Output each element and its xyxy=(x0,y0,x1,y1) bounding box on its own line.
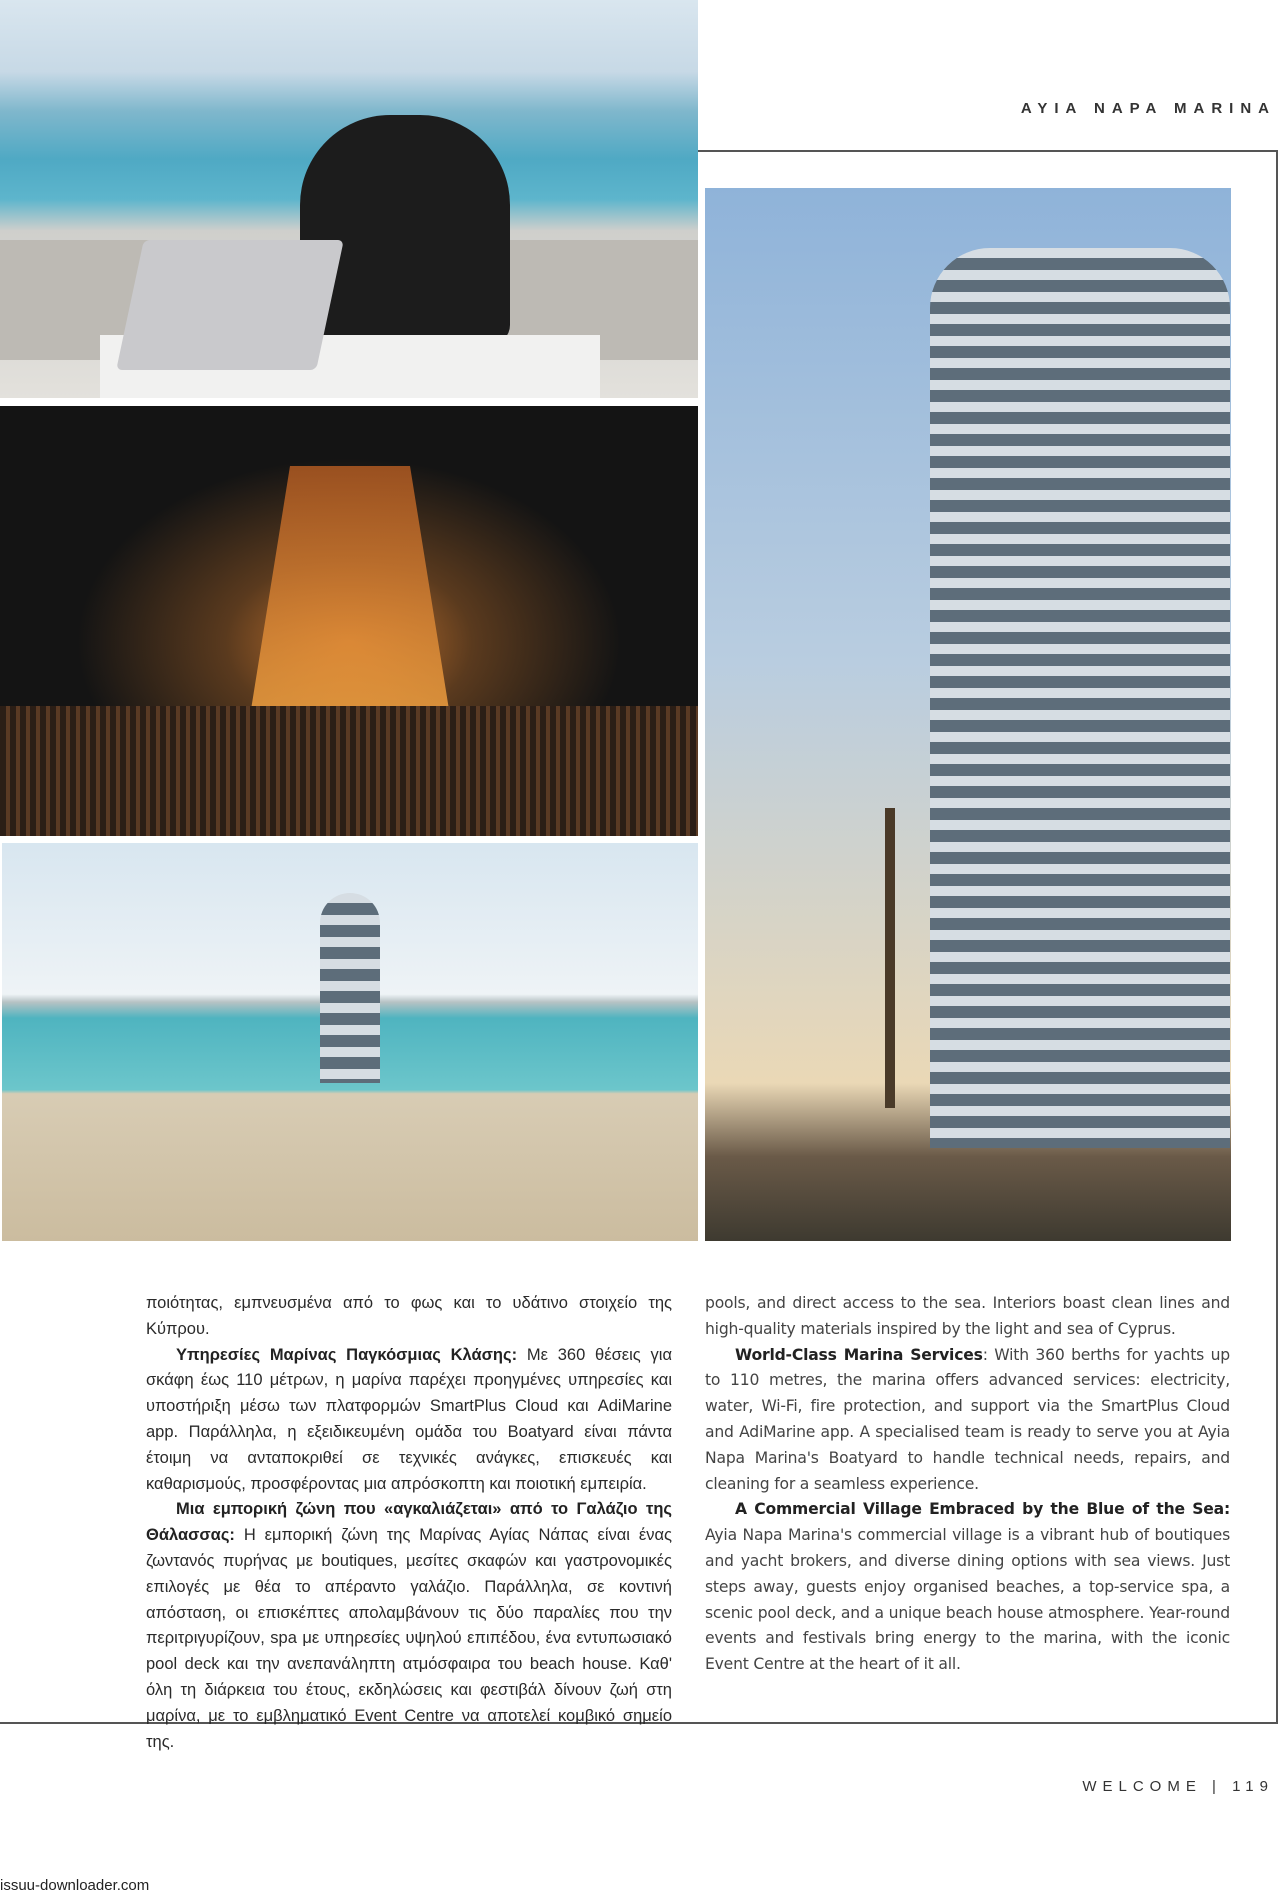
beach-photo xyxy=(2,843,698,1241)
english-subheading-commercial: A Commercial Village Embraced by the Blue of the Sea: xyxy=(735,1500,1230,1519)
palm-tree xyxy=(885,808,895,1108)
english-paragraph-3 xyxy=(705,1497,1230,1678)
tower-distant xyxy=(320,893,380,1083)
footer-section: WELCOME xyxy=(1082,1778,1202,1795)
greek-body-services: Με 360 θέσεις για σκάφη έως 110 μέτρων, η μαρίνα παρέχει προηγμένες υπηρεσίες και υποστήριξη μέσω των πλατφορμών SmartPlus Cloud και AdiMarine app. Παράλληλα, η εξειδικευμένη ομάδα του Boatyard είναι πάντα έτοιμη να ανταποκριθεί σε τεχνικές ανάγκες, επισκευές και καθαρισμούς, προσφέροντας μια απρόσκοπτη και ποιοτική εμπειρία. xyxy=(146,1345,672,1493)
greek-subheading-services: Υπηρεσίες Μαρίνας Παγκόσμιας Κλάσης: xyxy=(176,1345,518,1364)
tower-photo xyxy=(705,188,1231,1241)
crowd xyxy=(0,706,698,836)
woman-figure xyxy=(300,115,510,345)
frame-border-top xyxy=(698,150,1278,152)
greek-paragraph-3 xyxy=(146,1497,672,1755)
watermark: issuu-downloader.com xyxy=(0,1877,150,1894)
english-subheading-services: World-Class Marina Services xyxy=(735,1345,983,1364)
running-header: AYIA NAPA MARINA xyxy=(1020,100,1276,117)
english-paragraph-2 xyxy=(705,1343,1230,1498)
frame-border-right xyxy=(1276,150,1278,1724)
page-number: 119 xyxy=(1232,1778,1274,1795)
greek-subheading-commercial: Μια εμπορική ζώνη που «αγκαλιάζεται» από το Γαλάζιο της Θάλασσας: xyxy=(146,1500,672,1545)
event-centre-structure xyxy=(250,466,450,716)
tower-building xyxy=(930,248,1230,1148)
greek-column xyxy=(146,1291,672,1755)
event-centre-concert-photo xyxy=(0,406,698,836)
greek-paragraph-1: ποιότητας, εμπνευσμένα από το φως και το υδάτινο στοιχείο της Κύπρου. xyxy=(146,1294,672,1338)
english-paragraph-1: pools, and direct access to the sea. Interiors boast clean lines and high-quality materials inspired by the light and sea of Cyprus. xyxy=(705,1294,1230,1338)
page-footer xyxy=(1082,1778,1274,1795)
footer-separator: | xyxy=(1212,1778,1222,1795)
greek-body-commercial: Η εμπορική ζώνη της Μαρίνας Αγίας Νάπας είναι ένας ζωντανός πυρήνας με boutiques, μεσίτες σκαφών και γαστρονομικές επιλογές με θέα το απέραντο γαλάζιο. Παράλληλα, σε κοντινή απόσταση, οι επισκέπτες απολαμβάνουν τις δύο παραλίες που την περιτριγυρίζουν, spa με υπηρεσίες υψηλού επιπέδου, ένα εντυπωσιακό pool deck και την ανεπανάληπτη ατμόσφαιρα του beach house. Καθ' όλη τη διάρκεια του έτους, εκδηλώσεις και φεστιβάλ δίνουν ζωή στη μαρίνα, με το εμβληματικό Event Centre να αποτελεί κομβικό σημείο της. xyxy=(146,1526,672,1751)
laptop xyxy=(116,240,344,370)
english-body-services: : With 360 berths for yachts up to 110 metres, the marina offers advanced services: electricity, water, Wi-Fi, fire protection, and support via the SmartPlus Cloud and AdiMarine app. A specialised team is ready to serve you at Ayia Napa Marina's Boatyard to handle technical needs, repairs, and cleaning for a seamless experience. xyxy=(705,1345,1230,1493)
greek-paragraph-2 xyxy=(146,1343,672,1498)
marina-cafe-photo xyxy=(0,0,698,398)
english-body-commercial: Ayia Napa Marina's commercial village is a vibrant hub of boutiques and yacht brokers, and diverse dining options with sea views. Just steps away, guests enjoy organised beaches, a top-service spa, a scenic pool deck, and a unique beach house atmosphere. Year-round events and festivals bring energy to the marina, with the iconic Event Centre at the heart of it all. xyxy=(705,1526,1230,1674)
english-column xyxy=(705,1291,1230,1678)
